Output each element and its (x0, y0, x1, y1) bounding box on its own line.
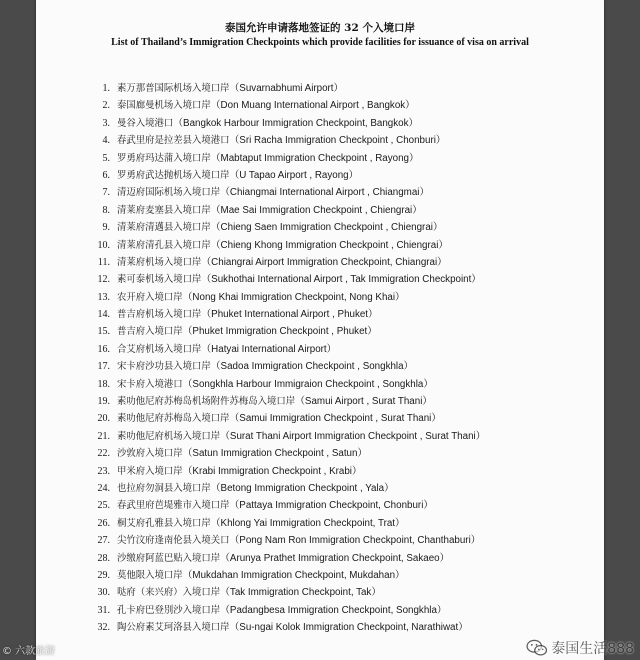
item-number: 8 . (86, 202, 110, 219)
item-number: 3 . (86, 115, 110, 132)
item-chinese-name: 素叻他尼府苏梅岛入境口岸 (117, 413, 230, 425)
checkpoint-item (36, 480, 604, 497)
checkpoint-item (36, 237, 604, 254)
item-number: 24 . (86, 480, 110, 497)
item-number: 17 . (86, 358, 110, 375)
item-number: 4 . (86, 132, 110, 149)
checkpoint-item (36, 202, 604, 219)
item-chinese-name: 莫他限入境口岸 (117, 569, 183, 581)
item-number: 27 . (86, 532, 110, 549)
item-number: 6 . (86, 167, 110, 184)
item-number: 16 . (86, 341, 110, 358)
item-english-name: （Satun Immigration Checkpoint , Satun） (182, 448, 368, 460)
item-text (117, 150, 419, 167)
item-chinese-name: 宋卡府入境港口 (117, 378, 183, 390)
item-text (117, 341, 336, 358)
item-number: 12 . (86, 271, 110, 288)
item-english-name: （Sadoa Immigration Checkpoint , Songkhla） (210, 361, 414, 373)
item-chinese-name: 清莱府清邁县入境口岸 (117, 222, 211, 234)
item-number: 31 . (86, 602, 110, 619)
item-chinese-name: 甲米府入境口岸 (117, 465, 183, 477)
item-english-name: （Chieng Saen Immigration Checkpoint , Chiengrai） (210, 222, 443, 234)
item-english-name: （Tak Immigration Checkpoint, Tak） (220, 587, 382, 599)
item-number: 22 . (86, 445, 110, 462)
item-chinese-name: 农开府入境口岸 (117, 291, 183, 303)
item-chinese-name: 罗勇府武达抛机场入境口岸 (117, 169, 230, 181)
item-text (117, 80, 343, 97)
item-english-name: （Don Muang International Airport , Bangkok） (210, 100, 415, 112)
item-chinese-name: 曼谷入境港口 (117, 117, 174, 129)
item-english-name: （Betong Immigration Checkpoint , Yala） (210, 482, 394, 494)
item-english-name: （Chieng Khong Immigration Checkpoint , Chiengrai） (210, 239, 449, 251)
item-number: 30 . (86, 584, 110, 601)
item-chinese-name: 罗勇府玛达蒲入境口岸 (117, 152, 211, 164)
item-text (117, 445, 367, 462)
item-chinese-name: 宋卡府沙功县入境口岸 (117, 361, 211, 373)
checkpoint-item (36, 150, 604, 167)
item-number: 18 . (86, 376, 110, 393)
item-number: 1 . (86, 80, 110, 97)
item-text (117, 306, 378, 323)
item-chinese-name: 清莱府麦塞县入境口岸 (117, 204, 211, 216)
item-text (117, 115, 418, 132)
item-chinese-name: 哒府（来兴府）入境口岸 (117, 587, 221, 599)
item-chinese-name: 也拉府勿洞县入境口岸 (117, 482, 211, 494)
item-text (117, 584, 381, 601)
item-number: 13 . (86, 289, 110, 306)
item-number: 23 . (86, 463, 110, 480)
item-english-name: （Su-ngai Kolok Immigration Checkpoint, Narathiwat） (229, 622, 469, 634)
item-text (117, 271, 481, 288)
item-english-name: （Hatyai International Airport） (201, 343, 337, 355)
item-english-name: （Phuket Immigration Checkpoint , Phuket） (182, 326, 378, 338)
item-english-name: （Sri Racha Immigration Checkpoint , Chonburi） (229, 135, 446, 147)
item-chinese-name: 春武里府是拉差县入境港口 (117, 135, 230, 147)
checkpoint-item (36, 97, 604, 114)
item-chinese-name: 清莱府机场入境口岸 (117, 256, 202, 268)
item-text (117, 202, 422, 219)
item-text (117, 167, 358, 184)
item-chinese-name: 清莱府清孔县入境口岸 (117, 239, 211, 251)
item-english-name: （Pattaya Immigration Checkpoint, Chonburi） (229, 500, 434, 512)
wechat-icon (526, 639, 548, 657)
item-number: 32 . (86, 619, 110, 636)
checkpoint-item (36, 323, 604, 340)
item-number: 21 . (86, 428, 110, 445)
item-english-name: （Bangkok Harbour Immigration Checkpoint, Bangkok） (173, 117, 419, 129)
item-text (117, 602, 447, 619)
item-number: 19 . (86, 393, 110, 410)
item-number: 9 . (86, 219, 110, 236)
checkpoint-item (36, 358, 604, 375)
item-text (117, 132, 446, 149)
item-number: 28 . (86, 550, 110, 567)
item-english-name: （U Tapao Airport , Rayong） (229, 169, 359, 181)
item-english-name: （Songkhla Harbour Immigraion Checkpoint , Songkhla） (182, 378, 434, 390)
item-chinese-name: 沙缴府阿蓝巴贴入境口岸 (117, 552, 221, 564)
checkpoint-item (36, 219, 604, 236)
checkpoint-item (36, 167, 604, 184)
checkpoint-item (36, 184, 604, 201)
item-text (117, 497, 433, 514)
item-chinese-name: 素万那普国际机场入境口岸 (117, 83, 230, 94)
checkpoint-item (36, 428, 604, 445)
item-english-name: （Khlong Yai Immigration Checkpoint, Trat） (210, 517, 405, 529)
item-chinese-name: 春武里府芭堤雅市入境口岸 (117, 500, 230, 512)
item-chinese-name: 尖竹汶府逢南伦县入境关口 (117, 535, 230, 547)
item-text (117, 480, 394, 497)
item-english-name: （Mukdahan Immigration Checkpoint, Mukdahan） (182, 569, 405, 581)
title-chinese: 泰国允许申请落地签证的 32 个入境口岸 (225, 22, 415, 34)
checkpoint-item (36, 515, 604, 532)
item-number: 20 . (86, 410, 110, 427)
checkpoint-item (36, 619, 604, 636)
item-text (117, 463, 362, 480)
item-english-name: （Krabi Immigration Checkpoint , Krabi） (182, 465, 362, 477)
checkpoint-item (36, 393, 604, 410)
item-text (117, 550, 449, 567)
item-number: 29 . (86, 567, 110, 584)
checkpoint-item (36, 445, 604, 462)
item-number: 14 . (86, 306, 110, 323)
item-english-name: （Chiangrai Airport Immigration Checkpoint, Chiangrai） (201, 256, 447, 268)
item-number: 26 . (86, 515, 110, 532)
checkpoint-item (36, 115, 604, 132)
checkpoint-item (36, 289, 604, 306)
item-text (117, 376, 433, 393)
item-english-name: （Pong Nam Ron Immigration Checkpoint, Chanthaburi） (229, 535, 481, 547)
checkpoint-item (36, 497, 604, 514)
item-number: 2 . (86, 97, 110, 114)
item-english-name: （Mabtaput Immigration Checkpoint , Rayong） (210, 152, 419, 164)
item-english-name: （Chiangmai International Airport , Chiangmai） (220, 187, 430, 199)
checkpoint-item (36, 550, 604, 567)
item-number: 25 . (86, 497, 110, 514)
item-text (117, 358, 413, 375)
item-english-name: （Phuket International Airport , Phuket） (201, 309, 378, 321)
title-english: List of Thailand’s Immigration Checkpoints which provide facilities for issuance of visa on arrival (111, 37, 529, 48)
checkpoint-list (36, 80, 604, 637)
item-english-name: （Padangbesa Immigration Checkpoint, Songkhla） (220, 604, 447, 616)
item-english-name: （Suvarnabhumi Airport） (229, 83, 344, 94)
item-text (117, 515, 405, 532)
item-text (117, 619, 468, 636)
item-text (117, 393, 432, 410)
checkpoint-item (36, 602, 604, 619)
item-text (117, 323, 377, 340)
item-text (117, 219, 443, 236)
item-number: 10 . (86, 237, 110, 254)
item-text (117, 237, 448, 254)
checkpoint-item (36, 132, 604, 149)
item-text (117, 532, 481, 549)
item-number: 7 . (86, 184, 110, 201)
item-english-name: （Nong Khai Immigration Checkpoint, Nong Khai） (182, 291, 405, 303)
item-english-name: （Sukhothai International Airport , Tak Immigration Checkpoint） (201, 274, 482, 286)
item-chinese-name: 桐艾府孔雅县入境口岸 (117, 517, 211, 529)
item-number: 11 . (86, 254, 110, 271)
item-chinese-name: 素叻他尼府苏梅岛机场附件苏梅岛入境口岸 (117, 396, 296, 408)
item-text (117, 410, 441, 427)
item-chinese-name: 普吉府机场入境口岸 (117, 309, 202, 321)
checkpoint-item (36, 567, 604, 584)
item-number: 15 . (86, 323, 110, 340)
checkpoint-item (36, 463, 604, 480)
checkpoint-item (36, 341, 604, 358)
item-chinese-name: 素可泰机场入境口岸 (117, 274, 202, 286)
item-text (117, 254, 447, 271)
checkpoint-item (36, 254, 604, 271)
document-page (36, 0, 604, 660)
item-chinese-name: 泰国廊曼机场入境口岸 (117, 100, 211, 112)
item-text (117, 567, 405, 584)
checkpoint-item (36, 584, 604, 601)
item-chinese-name: 素叻他尼府机场入境口岸 (117, 430, 221, 442)
watermark-left: © 六款旅游 (2, 646, 56, 657)
checkpoint-item (36, 306, 604, 323)
checkpoint-item (36, 376, 604, 393)
item-english-name: （Samui Airport , Surat Thani） (295, 396, 433, 408)
watermark-right (526, 638, 634, 658)
checkpoint-item (36, 532, 604, 549)
item-english-name: （Surat Thani Airport Immigration Checkpoint , Surat Thani） (220, 430, 486, 442)
item-text (117, 289, 405, 306)
item-chinese-name: 陶公府素艾珂洛县入境口岸 (117, 622, 230, 634)
item-text (117, 428, 486, 445)
item-english-name: （Mae Sai Immigration Checkpoint , Chiengrai） (210, 204, 423, 216)
checkpoint-item (36, 80, 604, 97)
checkpoint-item (36, 410, 604, 427)
checkpoint-item (36, 271, 604, 288)
item-english-name: （Samui Immigration Checkpoint , Surat Thani） (229, 413, 442, 425)
watermark-right-text: 泰国生活888 (551, 641, 634, 657)
item-text (117, 97, 415, 114)
item-chinese-name: 孔卡府巴登別沙入境口岸 (117, 604, 221, 616)
item-chinese-name: 清迈府国际机场入境口岸 (117, 187, 221, 199)
item-number: 5 . (86, 150, 110, 167)
item-chinese-name: 普吉府入境口岸 (117, 326, 183, 338)
item-chinese-name: 沙敦府入境口岸 (117, 448, 183, 460)
item-text (117, 184, 429, 201)
item-chinese-name: 合艾府机场入境口岸 (117, 343, 202, 355)
item-english-name: （Arunya Prathet Immigration Checkpoint, Sakaeo） (220, 552, 450, 564)
